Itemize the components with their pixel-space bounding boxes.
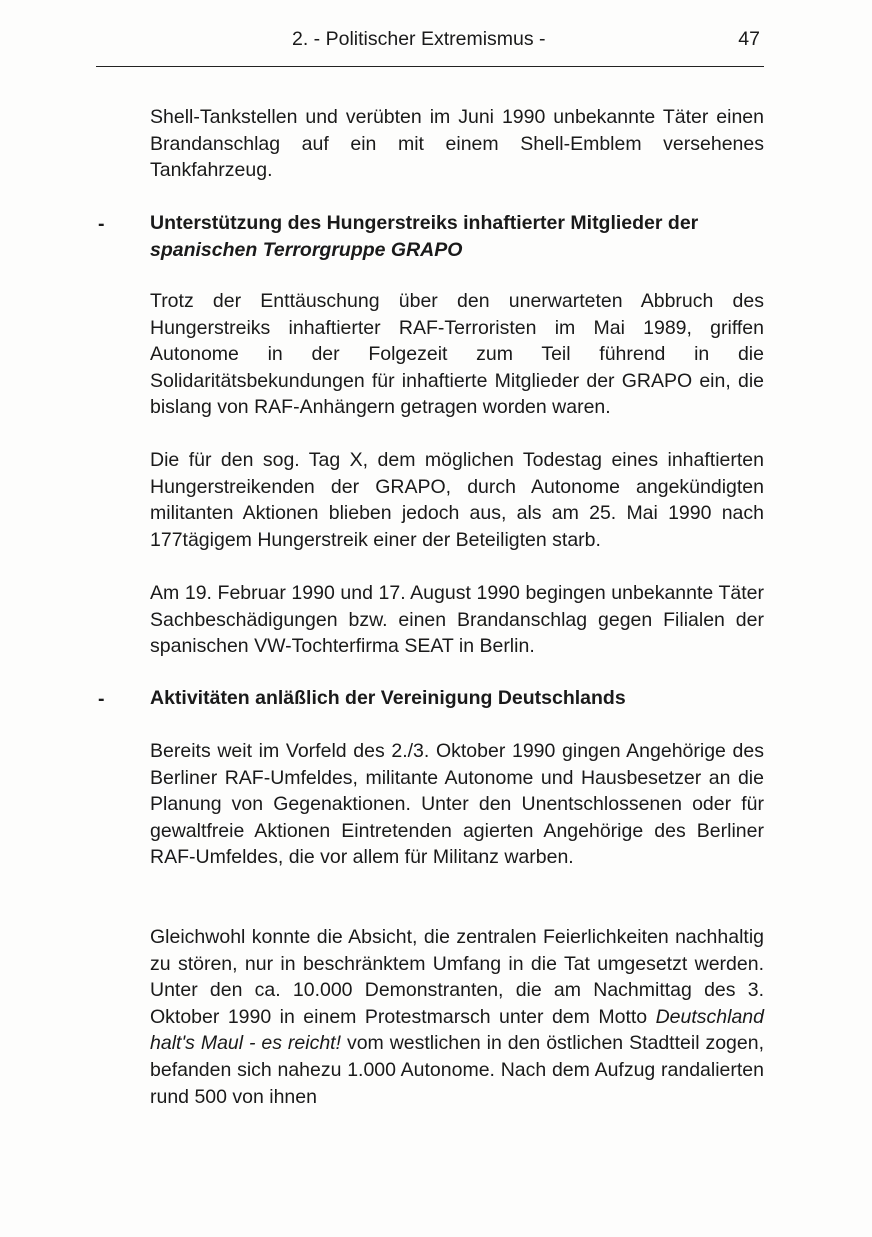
section1-paragraph1: Trotz der Enttäuschung über den unerwarteten Abbruch des Hungerstreiks inhaftierter RAF-Terroristen im Mai 1989, griffen Autonome in der Folgezeit zum Teil führend in die Solidaritätsbekundungen für inhaftierte Mitglieder der GRAPO ein, die bislang von RAF-Anhängern getragen worden waren. (150, 290, 764, 419)
page-header (96, 28, 764, 52)
section2-paragraph1: Bereits weit im Vorfeld des 2./3. Oktober 1990 gingen Angehörige des Berliner RAF-Umfeldes, militante Autonome und Hausbesetzer an die Planung von Gegenaktionen. Unter den Unentschlossenen oder für gewaltfreie Aktionen Eintretenden agierten Angehörige des Berliner RAF-Umfeldes, die vor allem für Militanz warben. (150, 740, 764, 869)
section2-heading: Aktivitäten anläßlich der Vereinigung Deutschlands (150, 687, 626, 709)
section2-paragraph2-part1: Gleichwohl konnte die Absicht, die zentralen Feierlichkeiten nachhaltig zu stören, nur in beschränktem Umfang in die Tat umgesetzt werden. Unter den ca. 10.000 Demonstranten, die am Nachmittag des 3. Oktober 1990 in einem Protestmarsch unter dem Motto (150, 926, 764, 1028)
section2-bullet: - (98, 688, 105, 710)
page-number: 47 (738, 28, 760, 50)
section1-paragraph3: Am 19. Februar 1990 und 17. August 1990 begingen unbekannte Täter Sachbeschädigungen bzw. einen Brandanschlag gegen Filialen der spanischen VW-Tochterfirma SEAT in Berlin. (150, 582, 764, 658)
header-rule (96, 66, 764, 67)
section2-paragraph2-motto: Deutschland halt's Maul - es reicht! (150, 1005, 764, 1055)
section1-paragraph2: Die für den sog. Tag X, dem möglichen Todestag eines inhaftierten Hungerstreikenden der GRAPO, durch Autonome angekündigten militanten Aktionen blieben jedoch aus, als am 25. Mai 1990 nach 177tägigem Hungerstreik einer der Beteiligten starb. (150, 449, 764, 551)
section1-bullet: - (98, 213, 105, 235)
section2-paragraph2-part2: vom westlichen in den östlichen Stadtteil zogen, befanden sich nahezu 1.000 Autonome. Nach dem Aufzug randalierten rund 500 von ihnen (150, 1032, 764, 1108)
section1-heading-line1: Unterstützung des Hungerstreiks inhaftierter Mitglieder der (150, 212, 699, 234)
section1-heading (150, 210, 764, 263)
section2-paragraph2 (150, 924, 764, 1110)
section1-heading-line2: spanischen Terrorgruppe GRAPO (150, 238, 463, 261)
intro-paragraph: Shell-Tankstellen und verübten im Juni 1990 unbekannte Täter einen Brandanschlag auf ein mit einem Shell-Emblem versehenes Tankfahrzeug. (150, 106, 764, 182)
running-title: 2. - Politischer Extremismus - (292, 28, 546, 50)
